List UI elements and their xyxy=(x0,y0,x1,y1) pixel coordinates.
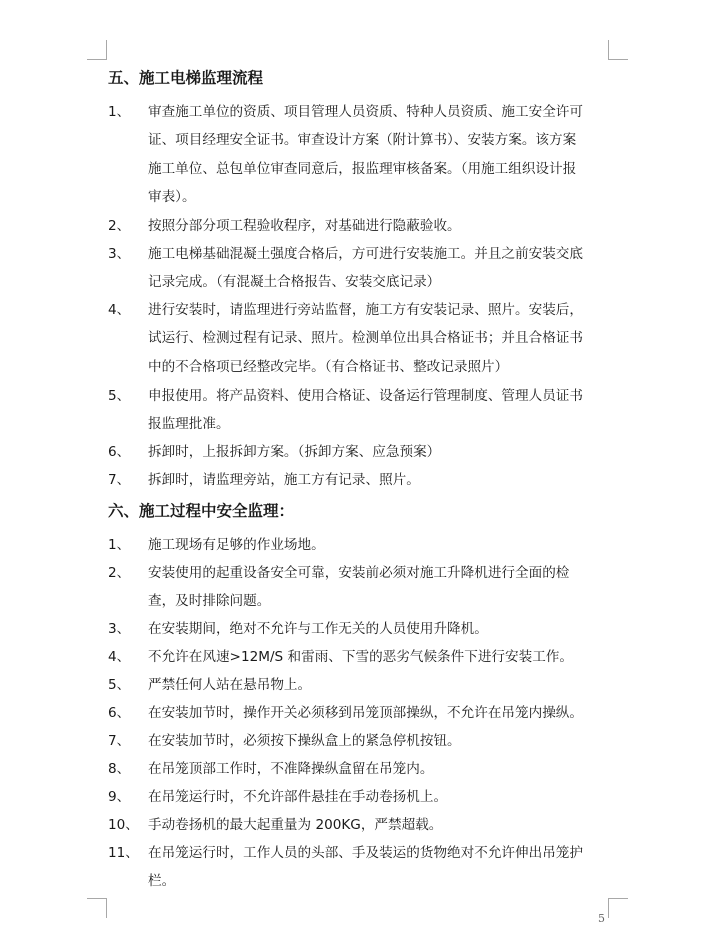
list-item-number: 7、 xyxy=(108,472,131,488)
list-item-number: 4、 xyxy=(108,302,131,318)
list-item-number: 11、 xyxy=(108,845,139,861)
section5-heading: 五、施工电梯监理流程 xyxy=(108,68,264,87)
text-line: 审表）。 xyxy=(148,188,196,205)
list-item-text xyxy=(148,98,613,211)
list-item-number: 5、 xyxy=(108,677,131,693)
list-item-text xyxy=(148,466,613,494)
list-item-number: 6、 xyxy=(108,444,131,460)
text-line: 拆卸时，请监理旁站，施工方有记录、照片。 xyxy=(148,472,420,488)
list-item-number: 2、 xyxy=(108,218,131,234)
text-line: 施工现场有足够的作业场地。 xyxy=(148,537,325,553)
corner-mark-bottom-right xyxy=(608,898,628,918)
text-line: 在安装期间，绝对不允许与工作无关的人员使用升降机。 xyxy=(148,621,488,637)
list-item-text xyxy=(148,727,613,755)
list-item-number: 7、 xyxy=(108,733,131,749)
list-item-number: 3、 xyxy=(108,621,131,637)
list-item-number: 5、 xyxy=(108,388,131,404)
text-line: 查，及时排除问题。 xyxy=(148,593,271,610)
text-line: 申报使用。将产品资料、使用合格证、设备运行管理制度、管理人员证书 xyxy=(148,388,583,404)
list-item-text xyxy=(148,438,613,466)
list-item-text xyxy=(148,671,613,699)
text-line: 不允许在风速>12M/S 和雷雨、下雪的恶劣气候条件下进行安装工作。 xyxy=(148,649,573,665)
text-line: 拆卸时，上报拆卸方案。（拆卸方案、应急预案） xyxy=(148,444,441,460)
list-item-number: 3、 xyxy=(108,246,131,262)
list-item-number: 10、 xyxy=(108,817,139,833)
list-item-text xyxy=(148,811,613,839)
text-line: 在安装加节时，操作开关必须移到吊笼顶部操纵，不允许在吊笼内操纵。 xyxy=(148,705,583,721)
text-line: 报监理批准。 xyxy=(148,416,230,433)
text-line: 手动卷扬机的最大起重量为 200KG，严禁超载。 xyxy=(148,817,443,833)
list-item-text xyxy=(148,839,613,896)
list-item-number: 8、 xyxy=(108,761,131,777)
list-item-text xyxy=(148,699,613,727)
list-item-text xyxy=(148,240,613,297)
text-line: 安装使用的起重设备安全可靠，安装前必须对施工升降机进行全面的检 xyxy=(148,565,570,581)
text-line: 在安装加节时，必须按下操纵盒上的紧急停机按钮。 xyxy=(148,733,461,749)
text-line: 栏。 xyxy=(148,873,176,890)
text-line: 试运行、检测过程有记录、照片。检测单位出具合格证书；并且合格证书 xyxy=(148,330,583,347)
list-item-text xyxy=(148,296,613,381)
list-item-text xyxy=(148,559,613,616)
text-line: 中的不合格项已经整改完毕。（有合格证书、整改记录照片） xyxy=(148,358,509,375)
text-line: 在吊笼运行时，不允许部件悬挂在手动卷扬机上。 xyxy=(148,789,448,805)
text-line: 进行安装时，请监理进行旁站监督，施工方有安装记录、照片。安装后， xyxy=(148,302,583,318)
list-item-number: 1、 xyxy=(108,104,131,120)
list-item-number: 6、 xyxy=(108,705,131,721)
list-item-number: 1、 xyxy=(108,537,131,553)
list-item-number: 9、 xyxy=(108,789,131,805)
list-item-text xyxy=(148,212,613,240)
corner-mark-top-right xyxy=(608,40,628,60)
text-line: 按照分部分项工程验收程序，对基础进行隐蔽验收。 xyxy=(148,218,461,234)
list-item-number: 2、 xyxy=(108,565,131,581)
text-line: 施工单位、总包单位审查同意后，报监理审核备案。（用施工组织设计报 xyxy=(148,160,577,177)
list-item-text xyxy=(148,755,613,783)
text-line: 记录完成。（有混凝土合格报告、安装交底记录） xyxy=(148,274,441,291)
list-item-text xyxy=(148,382,613,439)
section6-heading: 六、施工过程中安全监理： xyxy=(108,501,295,520)
list-item-text xyxy=(148,783,613,811)
text-line: 审查施工单位的资质、项目管理人员资质、特种人员资质、施工安全许可 xyxy=(148,104,583,120)
list-item-text xyxy=(148,615,613,643)
list-item-text xyxy=(148,643,613,671)
corner-mark-top-left xyxy=(87,40,107,60)
text-line: 在吊笼运行时，工作人员的头部、手及装运的货物绝对不允许伸出吊笼护 xyxy=(148,845,583,861)
corner-mark-bottom-left xyxy=(87,898,107,918)
text-line: 在吊笼顶部工作时，不准降操纵盒留在吊笼内。 xyxy=(148,761,434,777)
list-item-text xyxy=(148,531,613,559)
text-line: 证、项目经理安全证书。审查设计方案（附计算书）、安装方案。该方案 xyxy=(148,132,577,149)
list-item-number: 4、 xyxy=(108,649,131,665)
text-line: 严禁任何人站在悬吊物上。 xyxy=(148,677,312,693)
text-line: 施工电梯基础混凝土强度合格后，方可进行安装施工。并且之前安装交底 xyxy=(148,246,583,262)
page-number: 5 xyxy=(598,912,605,925)
